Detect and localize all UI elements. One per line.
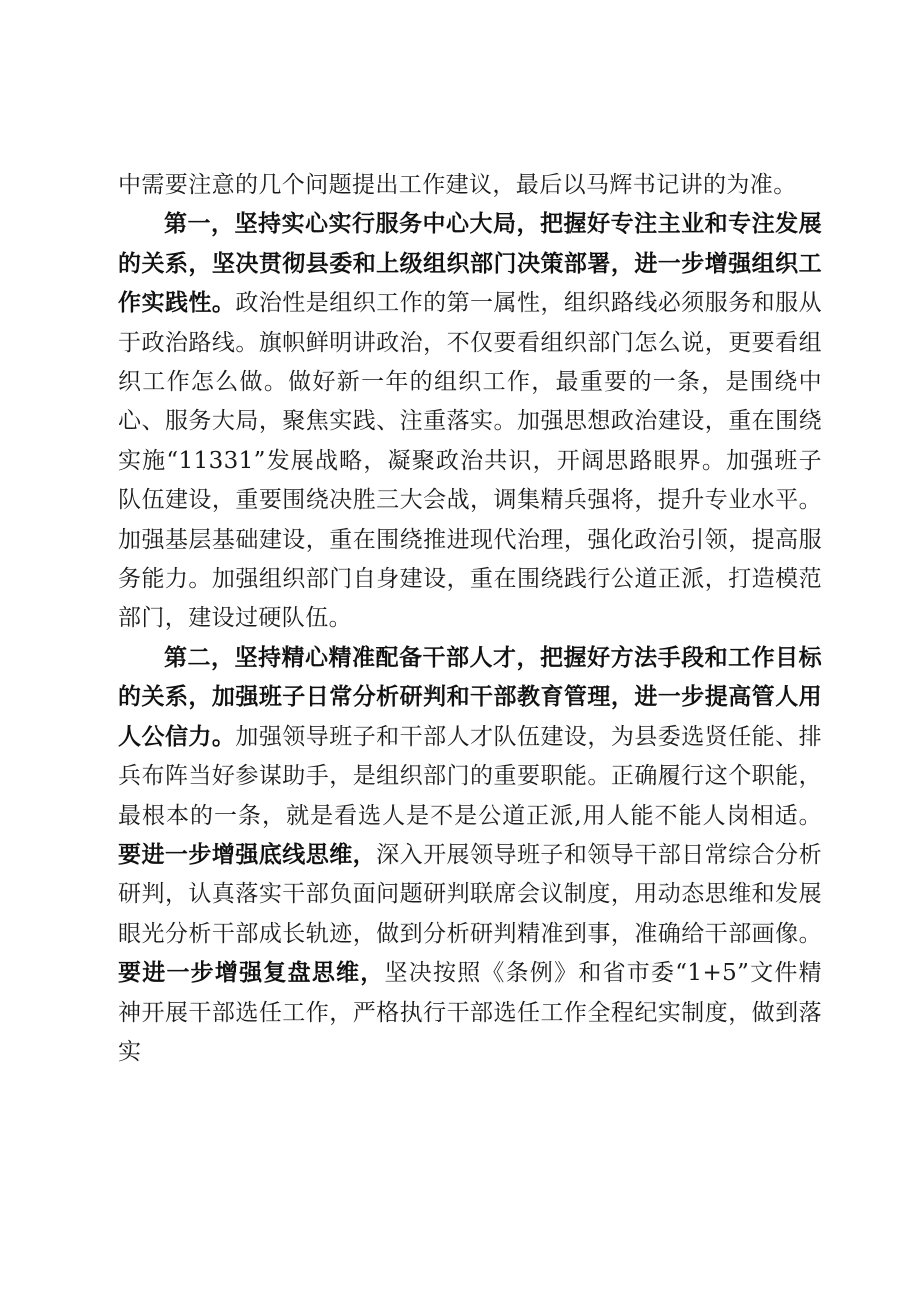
paragraph-1-text: 中需要注意的几个问题提出工作建议，最后以马辉书记讲的为准。 — [118, 172, 797, 198]
paragraph-2 — [118, 205, 822, 638]
paragraph-3-subheading-1: 要进一步增强底线思维， — [118, 841, 377, 868]
paragraph-3-text-2: 深入开展领导班子和领导干部日常综合分析研判，认真落实干部负面问题研判联席会议制度，用动态思维和发展眼光分析干部成长轨迹，做到分析研判精准到事，准确给干部画像。 — [118, 841, 822, 947]
paragraph-3 — [118, 639, 822, 1072]
paragraph-2-heading: 第一，坚持实心实行服务中心大局，把握好专注主业和专注发展的关系，坚决贯彻县委和上级组织部门决策部署，进一步增强组织工作实践性。 — [118, 211, 822, 317]
paragraph-3-heading: 第二，坚持精心精准配备干部人才，把握好方法手段和工作目标的关系，加强班子日常分析研判和干部教育管理，进一步提高管人用人公信力。 — [118, 644, 822, 750]
paragraph-3-text-3: 坚决按照《条例》和省市委“1+5”文件精神开展干部选任工作，严格执行干部选任工作全程纪实制度，做到落实 — [118, 960, 822, 1065]
paragraph-2-text: 政治性是组织工作的第一属性，组织路线必须服务和服从于政治路线。旗帜鲜明讲政治，不仅要看组织部门怎么说，更要看组织工作怎么做。做好新一年的组织工作，最重要的一条，是围绕中心、服务大局，聚焦实践、注重落实。加强思想政治建设，重在围绕实施“11331”发展战略，凝聚政治共识，开阔思路眼界。加强班子队伍建设，重要围绕决胜三大会战，调集精兵强将，提升专业水平。加强基层基础建设，重在围绕推进现代治理，强化政治引领，提高服务能力。加强组织部门自身建设，重在围绕践行公道正派，打造模范部门，建设过硬队伍。 — [118, 290, 823, 632]
paragraph-3-text: 加强领导班子和干部人才队伍建设，为县委选贤任能、排兵布阵当好参谋助手，是组织部门的重要职能。正确履行这个职能，最根本的一条，就是看选人是不是公道正派,用人能不能人岗相适。 — [118, 723, 823, 829]
document-body — [118, 166, 822, 1072]
paragraph-3-subheading-2: 要进一步增强复盘思维， — [118, 960, 385, 987]
paragraph-1 — [118, 166, 822, 205]
